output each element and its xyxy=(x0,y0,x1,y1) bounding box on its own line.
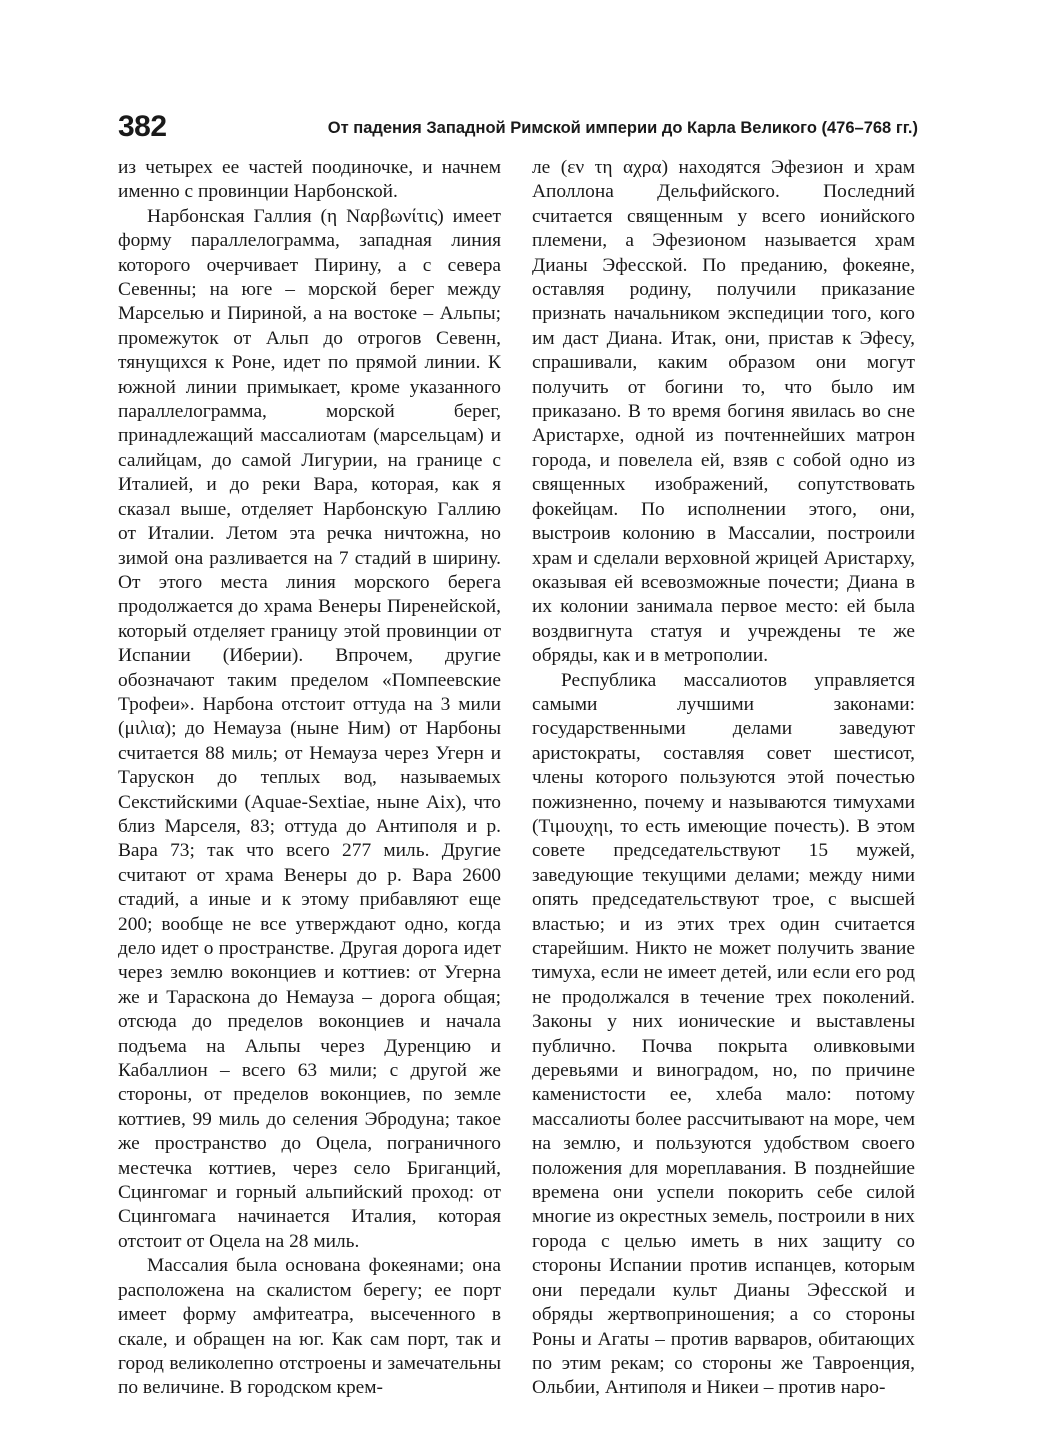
paragraph: Нарбонская Галлия (η Ναρβωνίτις) имеет форму параллелограмма, западная линия которого очерчивает Пирину, а с севера Севенны; на юге – морской берег между Марселью и Пириной, а на востоке – Альпы; промежуток от Альп до отрогов Севенн, тянущихся к Роне, идет по прямой линии. К южной линии примыкает, кроме указанного параллелограмма, морской берег, принадлежащий массалиотам (марсельцам) и салийцам, до самой Лигурии, на границе с Италией, и до реки Вара, которая, как я сказал выше, отделяет Нарбонскую Галлию от Италии. Летом эта речка ничтожна, но зимой она разливается на 7 стадий в ширину. От этого места линия морского берега продолжается до храма Венеры Пиренейской, который отделяет границу этой провинции от Испании (Иберии). Впрочем, другие обозначают таким пределом «Помпеевские Трофеи». Нарбона отстоит оттуда на 3 мили (μιλια); до Немауза (ныне Ним) от Нарбоны считается 88 миль; от Немауза через Угерн и Тарускон до теплых вод, называемых Секстийскими (Aquae-Sextiae, ныне Aix), что близ Марселя, 83; оттуда до Антиполя и р. Вара 73; так что всего 277 миль. Другие считают от храма Венеры до р. Вара 2600 стадий, а иные и к этому прибавляют еще 200; вообще не все утверждают одно, когда дело идет о пространстве. Другая дорога идет через землю воконциев и коттиев: от Угерна же и Тараскона до Немауза – дорога общая; отсюда до пределов воконциев и начала подъема на Альпы через Дуренцию и Кабаллион – всего 63 мили; с другой же стороны, от пределов воконциев, по земле коттиев, 99 миль до селения Эбродуна; такое же пространство до Оцела, пограничного местечка коттиев, через село Бриганций, Сцингомаг и горный альпийский проход: от Сцингомага начинается Италия, которая отстоит от Оцела на 28 миль. xyxy=(118,205,501,1252)
right-column xyxy=(532,156,915,1401)
paragraph: ле (εν τη αχρα) находятся Эфезион и храм Аполлона Дельфийского. Последний считается священным у всего ионийского племени, а Эфезионом называется храм Дианы Эфесской. По преданию, фокеяне, оставляя родину, получили приказание признать начальником экспедиции того, кого им даст Диана. Итак, они, пристав к Эфесу, спрашивали, каким образом они могут получить от богини то, что было им приказано. В то время богиня явилась во сне Аристархе, одной из почтеннейших матрон города, и повелела ей, взяв с собой одно из священных изображений, сопутствовать фокейцам. По исполнении этого, они, выстроив колонию в Массалии, построили храм и сделали верховной жрицей Аристарху, оказывая ей всевозможные почести; Диана в их колонии занимала первое место: ей была воздвигнута статуя и учреждены те же обряды, как и в метрополии. xyxy=(532,157,915,667)
page-header xyxy=(118,110,918,150)
paragraph: из четырех ее частей поодиночке, и начнем именно с провинции Нарбонской. xyxy=(118,157,501,203)
page-number: 382 xyxy=(118,110,167,143)
running-title: От падения Западной Римской империи до Карла Великого (476–768 гг.) xyxy=(327,119,918,137)
paragraph: Массалия была основана фокеянами; она расположена на скалистом берегу; ее порт имеет форму амфитеатра, высеченного в скале, и обращен на юг. Как сам порт, так и город великолепно отстроены и замечательны по величине. В городском крем- xyxy=(118,1255,501,1399)
left-column xyxy=(118,156,501,1401)
paragraph: Республика массалиотов управляется самыми лучшими законами: государственными делами заведуют аристократы, составляя совет шестисот, члены которого пользуются этой почестью пожизненно, почему и называются тимухами (Τιμουχηι, то есть имеющие почесть). В этом совете председательствуют 15 мужей, заведующие текущими делами; между ними опять председательствуют трое, с высшей властью; и из этих трех один считается старейшим. Никто не может получить звание тимуха, если не имеет детей, или если его род не продолжался в течение трех поколений. Законы у них ионические и выставлены публично. Почва покрыта оливковыми деревьями и виноградом, но, по причине каменистости ее, хлеба мало: потому массалиоты более рассчитывают на море, чем на землю, и пользуются удобством своего положения для мореплавания. В позднейшие времена они успели покорить себе силой многие из окрестных земель, построили в них города с целью иметь в них защиту со стороны Испании против испанцев, которым они передали культ Дианы Эфесской и обряды жертвоприношения; а со стороны Роны и Агаты – против варваров, обитающих по этим рекам; со стороны же Тавроенция, Ольбии, Антиполя и Никеи – против наро- xyxy=(532,669,915,1399)
